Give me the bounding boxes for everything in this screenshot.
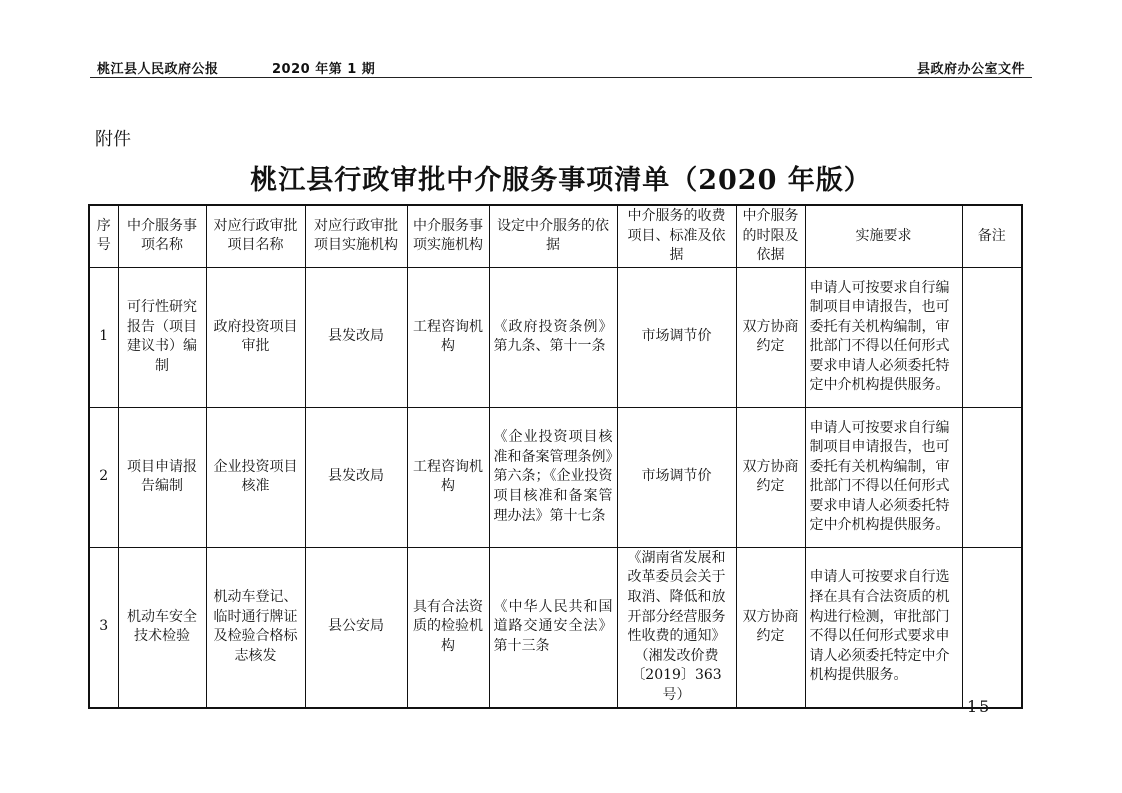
cell-service-name: 项目申请报告编制 <box>118 407 206 547</box>
cell-service-agency: 具有合法资质的检验机构 <box>407 547 489 707</box>
header-approval-item: 对应行政审批项目名称 <box>206 205 305 267</box>
header-rule <box>90 77 1032 78</box>
page-number-value: 15 <box>967 697 992 716</box>
cell-service-agency: 工程咨询机构 <box>407 267 489 407</box>
cell-approval-item: 政府投资项目审批 <box>206 267 305 407</box>
cell-approval-agency: 县公安局 <box>305 547 407 707</box>
cell-time-limit: 双方协商约定 <box>736 267 805 407</box>
cell-service-name: 机动车安全技术检验 <box>118 547 206 707</box>
header-service-agency: 中介服务事项实施机构 <box>407 205 489 267</box>
table-row <box>89 267 1022 407</box>
cell-no: 3 <box>89 547 118 707</box>
cell-service-name: 可行性研究报告（项目建议书）编制 <box>118 267 206 407</box>
cell-time-limit: 双方协商约定 <box>736 547 805 707</box>
cell-service-agency: 工程咨询机构 <box>407 407 489 547</box>
cell-remark <box>962 407 1022 547</box>
cell-basis: 《中华人民共和国道路交通安全法》第十三条 <box>489 547 617 707</box>
header-service-name: 中介服务事项名称 <box>118 205 206 267</box>
cell-basis: 《政府投资条例》第九条、第十一条 <box>489 267 617 407</box>
cell-remark <box>962 547 1022 707</box>
table-row <box>89 547 1022 707</box>
header-time-limit: 中介服务的时限及依据 <box>736 205 805 267</box>
header-basis: 设定中介服务的依据 <box>489 205 617 267</box>
cell-no: 1 <box>89 267 118 407</box>
section-name: 县政府办公室文件 <box>916 62 1025 77</box>
cell-requirement: 申请人可按要求自行编制项目申请报告，也可委托有关机构编制，审批部门不得以任何形式要求申请人必须委托特定中介机构提供服务。 <box>805 407 962 547</box>
page-dash-left <box>941 707 961 708</box>
service-items-table <box>88 204 1023 709</box>
cell-approval-agency: 县发改局 <box>305 407 407 547</box>
cell-approval-item: 企业投资项目核准 <box>206 407 305 547</box>
page-dash-right <box>997 707 1017 708</box>
cell-approval-item: 机动车登记、临时通行牌证及检验合格标志核发 <box>206 547 305 707</box>
cell-basis: 《企业投资项目核准和备案管理条例》第六条；《企业投资项目核准和备案管理办法》第十七条 <box>489 407 617 547</box>
table-row <box>89 407 1022 547</box>
table-header-row <box>89 205 1022 267</box>
cell-approval-agency: 县发改局 <box>305 267 407 407</box>
document-title: 桃江县行政审批中介服务事项清单（2020 年版） <box>250 165 872 196</box>
issue-number: 2020 年第 1 期 <box>272 62 376 77</box>
cell-requirement: 申请人可按要求自行选择在具有合法资质的机构进行检测，审批部门不得以任何形式要求申请人必须委托特定中介机构提供服务。 <box>805 547 962 707</box>
header-approval-agency: 对应行政审批项目实施机构 <box>305 205 407 267</box>
header-fee: 中介服务的收费项目、标准及依据 <box>617 205 736 267</box>
cell-fee: 市场调节价 <box>617 407 736 547</box>
attachment-label: 附件 <box>95 129 131 150</box>
cell-requirement: 申请人可按要求自行编制项目申请报告，也可委托有关机构编制，审批部门不得以任何形式要求申请人必须委托特定中介机构提供服务。 <box>805 267 962 407</box>
cell-time-limit: 双方协商约定 <box>736 407 805 547</box>
cell-remark <box>962 267 1022 407</box>
page-number <box>935 697 1023 716</box>
cell-fee: 《湖南省发展和改革委员会关于取消、降低和放开部分经营服务性收费的通知》（湘发改价费〔2019〕363 号） <box>617 547 736 707</box>
publication-name: 桃江县人民政府公报 <box>97 62 219 77</box>
header-requirement: 实施要求 <box>805 205 962 267</box>
header-no: 序号 <box>89 205 118 267</box>
cell-fee: 市场调节价 <box>617 267 736 407</box>
cell-no: 2 <box>89 407 118 547</box>
header-remark: 备注 <box>962 205 1022 267</box>
